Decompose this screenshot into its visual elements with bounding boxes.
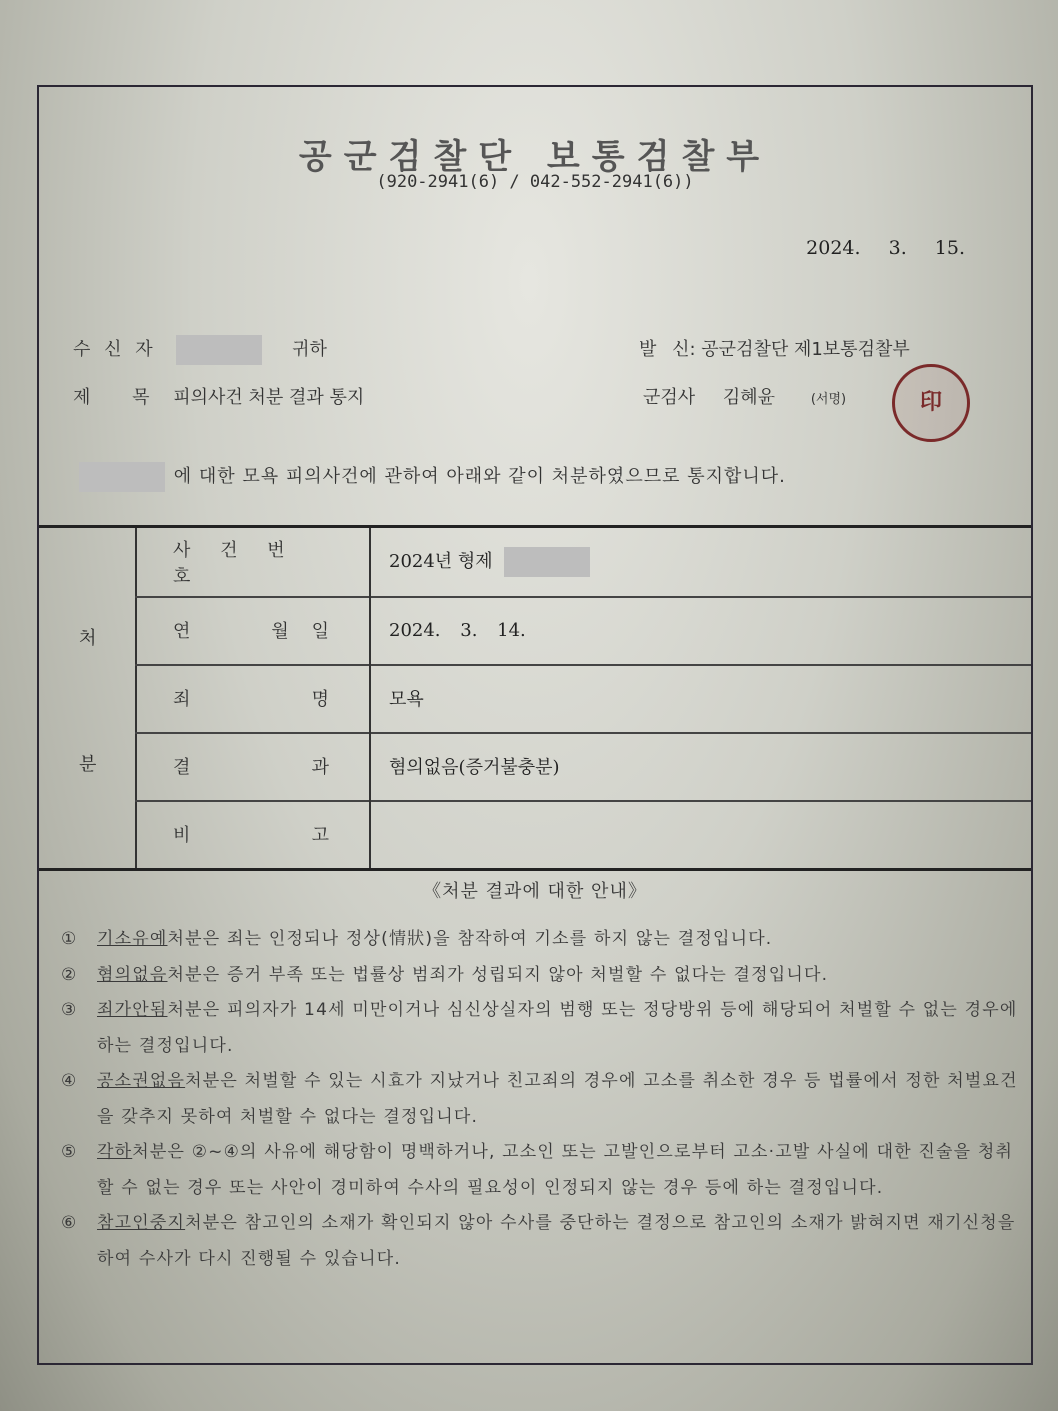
row-label: 결 과 [135, 732, 371, 800]
document-title: 공군검찰단 보통검찰부 [298, 137, 772, 177]
row-label: 사 건 번 호 [135, 528, 371, 596]
subject-line [73, 383, 364, 409]
guide-item: ③ 죄가안됨처분은 피의자가 14세 미만이거나 심신상실자의 범행 또는 정당방위 등에 해당되어 처벌할 수 없는 경우에 하는 결정입니다. [61, 1000, 1018, 1056]
table-row-remarks [135, 800, 1031, 868]
guide-term: 참고인중지 [97, 1213, 186, 1233]
sender-value: 공군검찰단 제1보통검찰부 [701, 339, 910, 360]
table-row-date [135, 596, 1031, 666]
guide-term: 공소권없음 [97, 1071, 186, 1091]
intro-text: 에 대한 모욕 피의사건에 관하여 아래와 같이 처분하였으므로 통지합니다. [173, 466, 786, 487]
guide-item: ① 기소유예처분은 죄는 인정되나 정상(情狀)을 참작하여 기소를 하지 않는 결정입니다. [61, 929, 773, 949]
guide-item: ⑥ 참고인중지처분은 참고인의 소재가 확인되지 않아 수사를 중단하는 결정으로 참고인의 소재가 밝혀지면 재기신청을 하여 수사가 다시 진행될 수 있습니다. [61, 1213, 1016, 1269]
prosecutor-line [643, 383, 846, 409]
recipient-label: 수 신 자 [73, 339, 157, 360]
table-row-result [135, 732, 1031, 802]
table-row-charge [135, 664, 1031, 734]
guide-item: ② 혐의없음처분은 증거 부족 또는 법률상 범죄가 성립되지 않아 처벌할 수 없다는 결정입니다. [61, 964, 829, 985]
redacted-case-number [504, 547, 590, 577]
sender-label: 발 신: [639, 339, 696, 360]
disposition-guide-list [61, 922, 1019, 1277]
subject-value: 피의사건 처분 결과 통지 [173, 387, 365, 408]
signature-label: (서명) [810, 392, 847, 407]
guide-item: ⑤ 각하처분은 ②~④의 사유에 해당함이 명백하거나, 고소인 또는 고발인으로부터 고소·고발 사실에 대한 진술을 청취할 수 없는 경우 또는 사안이 경미하여 수사의 필요성이 인정되지 않는 경우 등에 하는 결정입니다. [61, 1142, 1014, 1198]
row-value: 2024년 형제 [371, 547, 590, 577]
row-label: 비 고 [135, 800, 371, 868]
recipient-suffix: 귀하 [292, 339, 327, 360]
guide-item: ④ 공소권없음처분은 처벌할 수 있는 시효가 지났거나 친고죄의 경우에 고소를 취소한 경우 등 법률에서 정한 처벌요건을 갖추지 못하여 처벌할 수 없다는 결정입니다. [61, 1071, 1018, 1127]
row-label: 연 월 일 [135, 596, 371, 664]
side-label-top: 처 [79, 628, 97, 649]
guide-term: 기소유예 [97, 929, 168, 949]
issue-date: 2024. 3. 15. [806, 237, 965, 259]
sender-line [639, 335, 910, 361]
subject-label: 제 목 [73, 387, 150, 408]
guide-term: 각하 [97, 1142, 133, 1162]
prosecutor-name: 김혜윤 [722, 387, 776, 408]
contact-phone: (920-2941(6) / 042-552-2941(6)) [376, 172, 694, 192]
row-value: 모욕 [389, 689, 424, 710]
side-label-bottom: 분 [79, 754, 97, 775]
intro-sentence [79, 462, 786, 492]
prosecutor-label: 군검사 [643, 387, 696, 408]
redacted-defendant-name [79, 462, 165, 492]
guide-term: 혐의없음 [97, 964, 168, 985]
row-label: 죄 명 [135, 664, 371, 732]
table-row-case-number [135, 528, 1031, 598]
row-value: 2024. 3. 14. [389, 619, 526, 641]
seal-icon: 印 [919, 390, 942, 415]
guide-term: 죄가안됨 [97, 1000, 168, 1020]
row-value: 혐의없음(증거불충분) [389, 757, 560, 778]
redacted-recipient-name [176, 335, 262, 365]
official-seal-stamp [892, 364, 970, 442]
guide-title: 《처분 결과에 대한 안내》 [423, 881, 647, 902]
recipient-line [73, 335, 327, 365]
disposition-side-label [39, 528, 137, 868]
notice-document [37, 85, 1033, 1365]
disposition-table [39, 525, 1031, 871]
